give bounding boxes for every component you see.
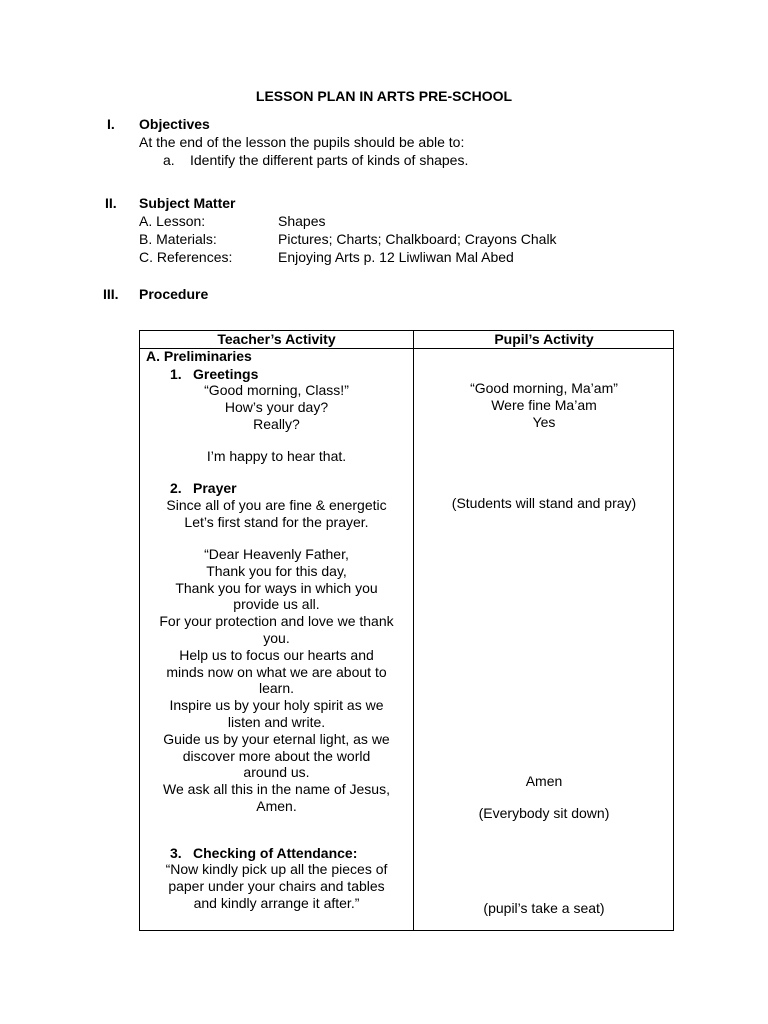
activity-table (139, 330, 674, 931)
header-pupil-activity: Pupil’s Activity (494, 331, 594, 347)
teacher-prayer-intro: Let’s first stand for the prayer. (184, 514, 369, 530)
greetings-number: 1. (170, 366, 182, 382)
teacher-greet-line: “Good morning, Class!” (204, 382, 349, 398)
section-number-objectives: I. (107, 116, 115, 132)
section-number-subject: II. (105, 195, 117, 211)
prayer-line: Thank you for this day, (206, 563, 347, 579)
prayer-line: discover more about the world (182, 748, 371, 764)
teacher-attendance-line: paper under your chairs and tables (168, 878, 385, 894)
attendance-number: 3. (170, 845, 182, 861)
prayer-line: you. (263, 630, 290, 646)
objective-item-text: Identify the different parts of kinds of shapes. (190, 152, 469, 168)
prayer-line: “Dear Heavenly Father, (204, 546, 349, 562)
attendance-heading: Checking of Attendance: (193, 845, 358, 861)
pupil-amen: Amen (525, 773, 563, 789)
teacher-greet-line: How’s your day? (224, 399, 329, 415)
pupil-seat: (pupil’s take a seat) (483, 900, 605, 916)
subject-value-references: Enjoying Arts p. 12 Liwliwan Mal Abed (278, 249, 514, 265)
section-heading-procedure: Procedure (139, 286, 209, 302)
prayer-heading: Prayer (193, 480, 237, 496)
prayer-line: listen and write. (227, 714, 326, 730)
subject-value-materials: Pictures; Charts; Chalkboard; Crayons Chalk (278, 231, 557, 247)
section-heading-objectives: Objectives (139, 116, 210, 132)
preliminaries-heading: A. Preliminaries (146, 348, 252, 364)
objective-item-letter: a. (163, 152, 175, 168)
prayer-line: Thank you for ways in which you (175, 580, 378, 596)
pupil-greet-line: “Good morning, Ma’am” (470, 380, 618, 396)
prayer-line: Amen. (256, 798, 297, 814)
section-number-procedure: III. (103, 286, 119, 302)
prayer-line: minds now on what we are about to (166, 664, 387, 680)
teacher-greet-line: Really? (253, 416, 300, 432)
objectives-intro: At the end of the lesson the pupils should be able to: (139, 134, 465, 150)
subject-label-references: C. References: (139, 249, 233, 265)
teacher-attendance-line: and kindly arrange it after.” (193, 895, 360, 911)
prayer-line: around us. (243, 764, 310, 780)
subject-label-lesson: A. Lesson: (139, 213, 206, 229)
prayer-number: 2. (170, 480, 182, 496)
prayer-line: learn. (258, 680, 295, 696)
greetings-heading: Greetings (193, 366, 259, 382)
prayer-line: provide us all. (233, 596, 320, 612)
subject-label-materials: B. Materials: (139, 231, 217, 247)
prayer-line: Guide us by your eternal light, as we (163, 731, 390, 747)
pupil-greet-line: Were fine Ma’am (491, 397, 597, 413)
section-heading-subject: Subject Matter (139, 195, 236, 211)
prayer-line: For your protection and love we thank (159, 613, 394, 629)
prayer-line: Inspire us by your holy spirit as we (169, 697, 384, 713)
teacher-attendance-line: “Now kindly pick up all the pieces of (165, 861, 388, 877)
teacher-happy: I’m happy to hear that. (206, 448, 347, 464)
subject-value-lesson: Shapes (278, 213, 326, 229)
pupil-pray: (Students will stand and pray) (451, 495, 637, 511)
prayer-line: Help us to focus our hearts and (179, 647, 374, 663)
pupil-greet-line: Yes (532, 414, 556, 430)
prayer-line: We ask all this in the name of Jesus, (163, 781, 390, 797)
document-title: LESSON PLAN IN ARTS PRE-SCHOOL (255, 88, 513, 104)
pupil-sit: (Everybody sit down) (478, 805, 610, 821)
header-teacher-activity: Teacher’s Activity (217, 331, 336, 347)
teacher-prayer-intro: Since all of you are fine & energetic (166, 497, 387, 513)
